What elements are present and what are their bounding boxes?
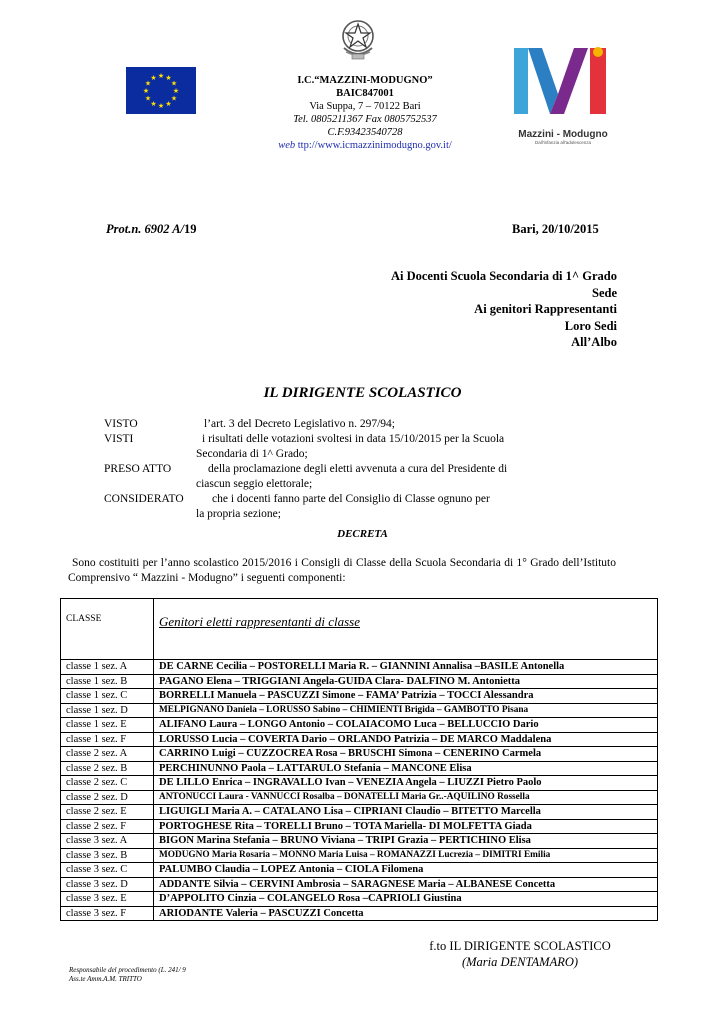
parents-cell: LIGUIGLI Maria A. – CATALANO Lisa – CIPRIANI Claudio – BITETTO Marcella — [154, 805, 658, 820]
column-header-classe: CLASSE — [61, 599, 154, 660]
parents-cell: PAGANO Elena – TRIGGIANI Angela-GUIDA Clara- DALFINO M. Antonietta — [154, 674, 658, 689]
class-cell: classe 1 sez. E — [61, 718, 154, 733]
italian-emblem-icon — [338, 14, 378, 62]
class-cell: classe 2 sez. E — [61, 805, 154, 820]
class-cell: classe 1 sez. F — [61, 732, 154, 747]
table-row — [61, 805, 658, 820]
parents-cell: MELPIGNANO Daniela – LORUSSO Sabino – CHIMIENTI Brigida – GAMBOTTO Pisana — [154, 703, 658, 718]
table-row — [61, 761, 658, 776]
eu-star-icon: ★ — [170, 79, 178, 88]
parents-cell: CARRINO Luigi – CUZZOCREA Rosa – BRUSCHI Simona – CENERINO Carmela — [154, 747, 658, 762]
class-cell: classe 3 sez. A — [61, 834, 154, 849]
table-row — [61, 863, 658, 878]
table-row — [61, 703, 658, 718]
class-cell: classe 2 sez. B — [61, 761, 154, 776]
parents-cell: MODUGNO Maria Rosaria – MONNO Maria Luisa – ROMANAZZI Lucrezia – DIMITRI Emilia — [154, 848, 658, 863]
intro-paragraph: Sono costituiti per l’anno scolastico 2015/2016 i Consigli di Classe della Scuola Secondaria di 1° Grado dell’Istituto Comprensivo “ Mazzini - Modugno” i seguenti componenti: — [68, 557, 616, 584]
class-cell: classe 3 sez. C — [61, 863, 154, 878]
table-row — [61, 877, 658, 892]
recipient-line: Loro Sedi — [564, 318, 617, 333]
logo-subcaption: Dall'infanzia all'adolescenza — [534, 140, 591, 145]
parents-cell: BIGON Marina Stefania – BRUNO Viviana – TRIPI Grazia – PERTICHINO Elisa — [154, 834, 658, 849]
class-cell: classe 3 sez. B — [61, 848, 154, 863]
table-row — [61, 689, 658, 704]
table-row — [61, 834, 658, 849]
eu-star-icon: ★ — [150, 99, 157, 108]
parents-cell: PORTOGHESE Rita – TORELLI Bruno – TOTA Mariella- DI MOLFETTA Giada — [154, 819, 658, 834]
parents-cell: ARIODANTE Valeria – PASCUZZI Concetta — [154, 906, 658, 921]
recipient-line: Ai genitori Rappresentanti — [474, 302, 617, 316]
logo-caption: Mazzini - Modugno — [518, 129, 608, 140]
school-website-link[interactable]: ttp://www.icmazzinimodugno.gov.it/ — [297, 140, 452, 151]
eu-star-icon: ★ — [142, 87, 150, 95]
parents-cell: ALIFANO Laura – LONGO Antonio – COLAIACOMO Luca – BELLUCCIO Dario — [154, 718, 658, 733]
school-code: BAIC847001 — [336, 88, 394, 99]
signature-block — [420, 938, 620, 970]
parents-cell: LORUSSO Lucia – COVERTA Dario – ORLANDO Patrizia – DE MARCO Maddalena — [154, 732, 658, 747]
class-council-table — [60, 598, 658, 921]
table-row — [61, 906, 658, 921]
table-row — [61, 790, 658, 805]
eu-star-icon: ★ — [172, 87, 180, 95]
eu-star-icon: ★ — [157, 102, 165, 110]
premise-preso-atto: PRESO ATTO della proclamazione degli eletti avvenuta a cura del Presidente di ciascun seggio elettorale; — [104, 463, 508, 490]
class-cell: classe 3 sez. E — [61, 892, 154, 907]
eu-star-icon: ★ — [157, 72, 165, 80]
recipient-line: Ai Docenti Scuola Secondaria di 1^ Grado — [390, 269, 617, 283]
parents-cell: PERCHINUNNO Paola – LATTARULO Stefania – MANCONE Elisa — [154, 761, 658, 776]
document-title: IL DIRIGENTE SCOLASTICO — [263, 385, 462, 401]
school-logo-mark-icon — [510, 44, 616, 122]
premise-visti: VISTI i risultati delle votazioni svoltesi in data 15/10/2015 per la Scuola Secondaria di 1^ Grado; — [104, 433, 505, 460]
parents-cell: ANTONUCCI Laura - VANNUCCI Rosalba – DONATELLI Maria Gr..-AQUILINO Rossella — [154, 790, 658, 805]
school-name: I.C.“MAZZINI-MODUGNO” — [297, 75, 433, 86]
premises-section — [104, 417, 544, 522]
eu-star-icon: ★ — [144, 94, 152, 103]
class-cell: classe 2 sez. F — [61, 819, 154, 834]
table-row — [61, 892, 658, 907]
recipients-block — [391, 268, 617, 351]
premise-visto: VISTO l’art. 3 del Decreto Legislativo n. 297/94; — [104, 418, 395, 430]
class-cell: classe 1 sez. C — [61, 689, 154, 704]
column-header-genitori: Genitori eletti rappresentanti di classe — [154, 599, 658, 660]
parents-cell: DE LILLO Enrica – INGRAVALLO Ivan – VENEZIA Angela – LIUZZI Pietro Paolo — [154, 776, 658, 791]
recipient-line: Sede — [592, 285, 617, 300]
class-cell: classe 1 sez. D — [61, 703, 154, 718]
recipient-line: All’Albo — [571, 335, 617, 349]
table-row — [61, 674, 658, 689]
class-cell: classe 3 sez. D — [61, 877, 154, 892]
premise-considerato: CONSIDERATO che i docenti fanno parte del Consiglio di Classe ognuno per la propria sezione; — [104, 493, 490, 520]
class-cell: classe 1 sez. A — [61, 660, 154, 675]
eu-star-icon: ★ — [170, 94, 178, 103]
decreta-heading: DECRETA — [337, 528, 388, 540]
class-cell: classe 2 sez. D — [61, 790, 154, 805]
table-row — [61, 747, 658, 762]
class-cell: classe 1 sez. B — [61, 674, 154, 689]
table-header-row — [61, 599, 658, 660]
school-logo — [510, 44, 616, 144]
signature-title: f.to IL DIRIGENTE SCOLASTICO — [429, 939, 611, 953]
eu-star-icon: ★ — [165, 74, 172, 83]
school-phone: Tel. 0805211367 Fax 0805752537 — [293, 114, 437, 125]
school-cf: C.F.93423540728 — [327, 127, 403, 138]
parents-cell: ADDANTE Silvia – CERVINI Ambrosia – SARAGNESE Maria – ALBANESE Concetta — [154, 877, 658, 892]
parents-cell: D’APPOLITO Cinzia – COLANGELO Rosa –CAPRIOLI Giustina — [154, 892, 658, 907]
protocol-number: Prot.n. 6902 A/19 — [106, 222, 197, 236]
class-cell: classe 2 sez. C — [61, 776, 154, 791]
web-label: web — [278, 140, 296, 151]
school-header — [240, 74, 490, 152]
table-row — [61, 776, 658, 791]
eu-flag-icon — [126, 67, 196, 114]
table-row — [61, 732, 658, 747]
parents-cell: PALUMBO Claudia – LOPEZ Antonia – CIOLA Filomena — [154, 863, 658, 878]
table-row — [61, 819, 658, 834]
footnote-line: Responsabile del procedimento (L. 241/ 9 — [69, 966, 186, 974]
table-row — [61, 718, 658, 733]
footnote-line: Ass.te Amm.A.M. TRITTO — [69, 975, 142, 983]
signature-name: (Maria DENTAMARO) — [461, 955, 579, 969]
footnote — [69, 966, 186, 984]
table-row — [61, 660, 658, 675]
class-cell: classe 2 sez. A — [61, 747, 154, 762]
eu-star-icon: ★ — [144, 79, 152, 88]
school-address: Via Suppa, 7 – 70122 Bari — [309, 101, 421, 112]
parents-cell: BORRELLI Manuela – PASCUZZI Simone – FAMA’ Patrizia – TOCCI Alessandra — [154, 689, 658, 704]
table-row — [61, 848, 658, 863]
document-date: Bari, 20/10/2015 — [512, 222, 599, 236]
class-cell: classe 3 sez. F — [61, 906, 154, 921]
parents-cell: DE CARNE Cecilia – POSTORELLI Maria R. – GIANNINI Annalisa –BASILE Antonella — [154, 660, 658, 675]
eu-star-icon: ★ — [165, 99, 172, 108]
eu-star-icon: ★ — [150, 74, 157, 83]
